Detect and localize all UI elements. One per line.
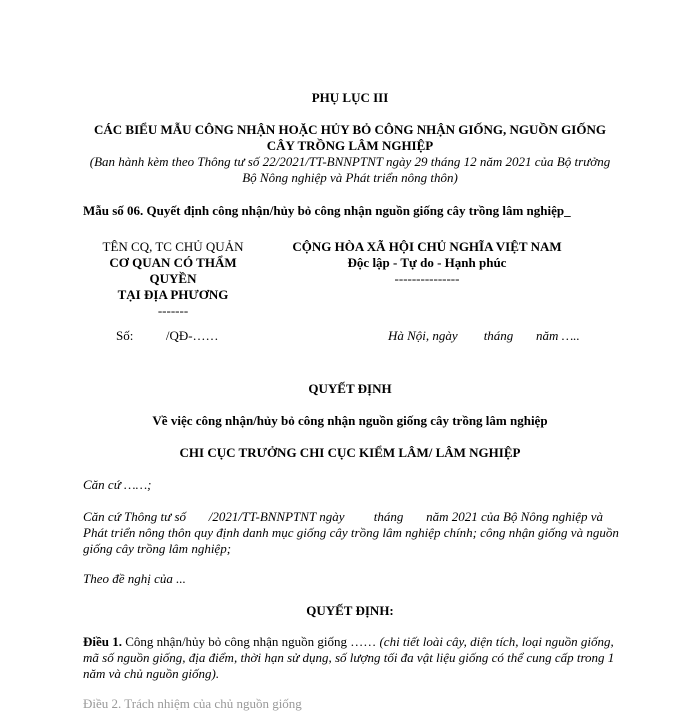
agency-locality: TẠI ĐỊA PHƯƠNG <box>117 287 229 302</box>
agency-parent-name: TÊN CQ, TC CHỦ QUẢN <box>102 239 244 254</box>
agency-authority-name: CƠ QUAN CÓ THẨM QUYỀN <box>109 255 237 286</box>
decision-number: Số: /QĐ-…… <box>116 328 219 343</box>
national-name: CỘNG HÒA XÃ HỘI CHỦ NGHĨA VIỆT NAM <box>292 239 562 254</box>
national-motto: Độc lập - Tự do - Hạnh phúc <box>347 255 507 270</box>
appendix-title: PHỤ LỤC III <box>311 90 389 105</box>
decision-title: QUYẾT ĐỊNH <box>308 381 392 396</box>
article-1 <box>83 634 623 682</box>
national-header <box>272 239 582 287</box>
decision-subject: Về việc công nhận/hủy bỏ công nhận nguồn giống cây trồng lâm nghiệp <box>152 413 548 428</box>
article-1-text: Công nhận/hủy bỏ công nhận nguồn giống …… <box>122 634 380 649</box>
form-title: Mẫu số 06. Quyết định công nhận/hủy bỏ công nhận nguồn giống cây trồng lâm nghiệp_ <box>83 203 571 218</box>
article-1-label: Điều 1. <box>83 634 122 649</box>
appendix-note: (Ban hành kèm theo Thông tư số 22/2021/TT-BNNPTNT ngày 29 tháng 12 năm 2021 của Bộ trưởng Bộ Nông nghiệp và Phát triển nông thôn) <box>89 154 611 185</box>
agency-divider: ------- <box>157 303 189 318</box>
legal-basis-1: Căn cứ ……; <box>83 477 152 492</box>
proposal-line: Theo đề nghị của ... <box>83 571 186 586</box>
article-2-partial: Điều 2. Trách nhiệm của chủ nguồn giống <box>83 696 302 711</box>
appendix-subtitle: CÁC BIỂU MẪU CÔNG NHẬN HOẶC HỦY BỎ CÔNG NHẬN GIỐNG, NGUỒN GIỐNG CÂY TRỒNG LÂM NGHIỆP <box>94 122 606 153</box>
place-date: Hà Nội, ngày tháng năm ….. <box>388 328 580 343</box>
national-divider: --------------- <box>394 271 460 286</box>
issuing-agency-header <box>80 239 266 319</box>
article-1-detail: (chi tiết loài cây, diện tích, loại nguồn giống, mã số nguồn giống, địa điểm, thời hạn sử dụng, số lượng tối đa vật liệu giống có thể cung cấp trong 1 năm và chủ nguồn giống). <box>83 634 615 681</box>
authority-title: CHI CỤC TRƯỞNG CHI CỤC KIỂM LÂM/ LÂM NGHIỆP <box>179 445 521 460</box>
decides-heading: QUYẾT ĐỊNH: <box>306 603 394 618</box>
legal-basis-2: Căn cứ Thông tư số /2021/TT-BNNPTNT ngày tháng năm 2021 của Bộ Nông nghiệp và Phát triển nông thôn quy định danh mục giống cây trồng lâm nghiệp chính; công nhận giống và nguồn giống cây trồng lâm nghiệp; <box>83 509 623 556</box>
